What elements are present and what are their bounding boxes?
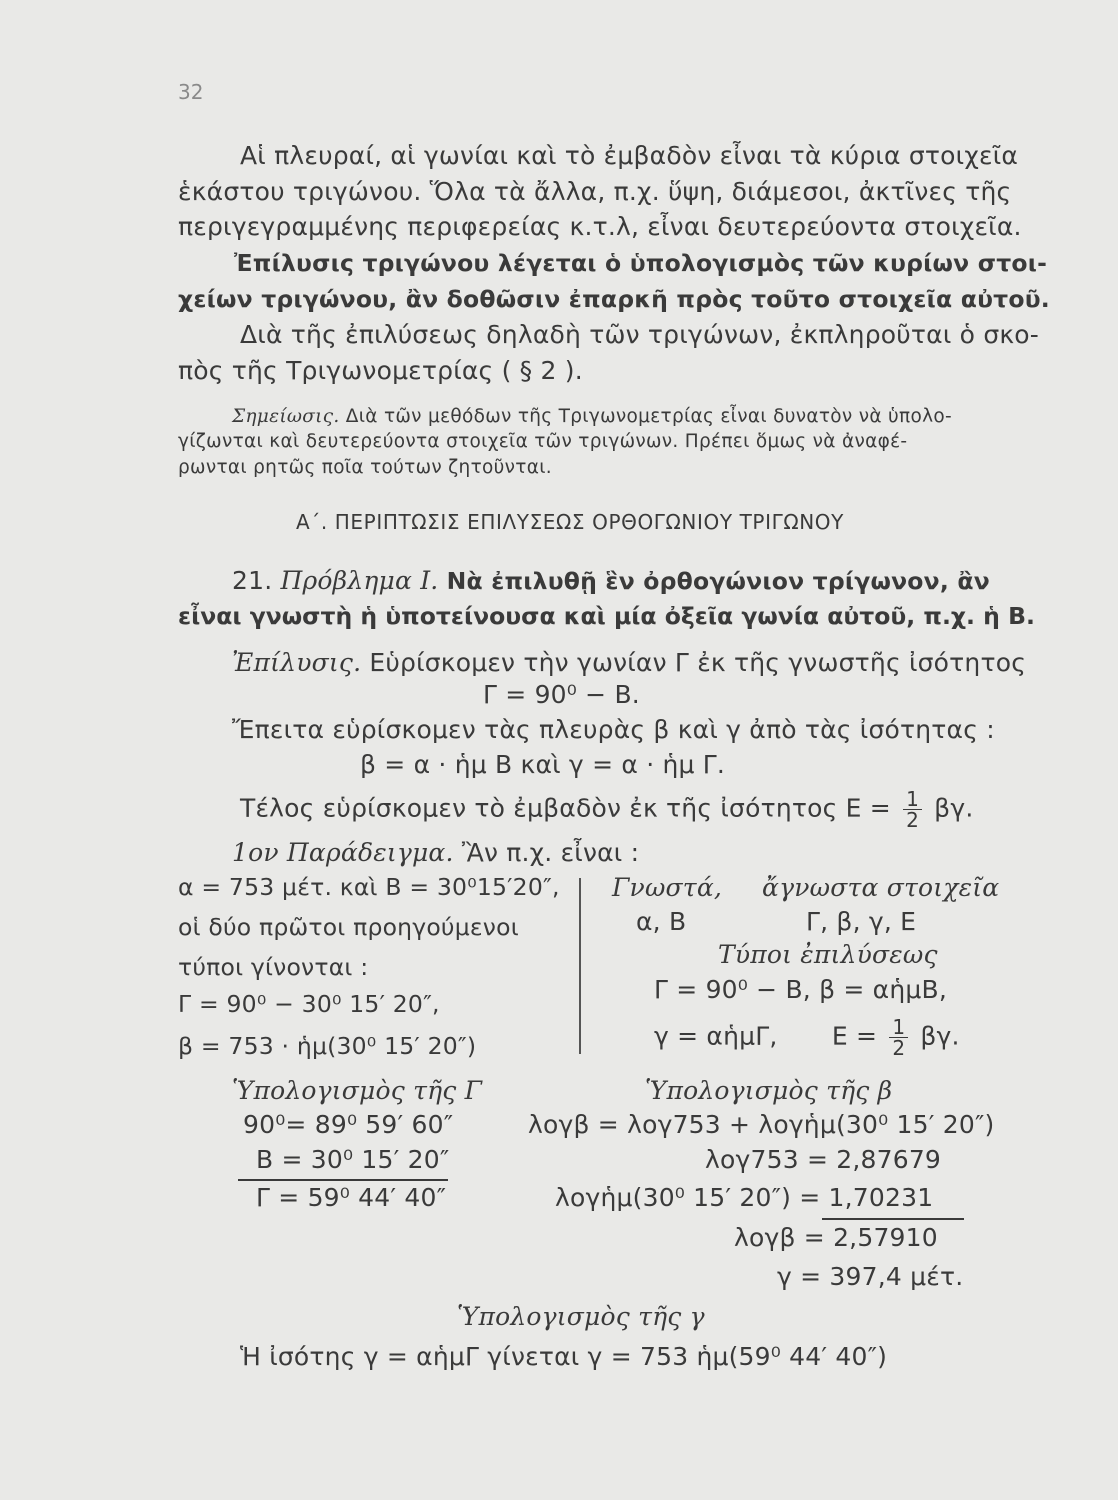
known-values: α, Β	[636, 907, 687, 936]
calc-angle-line-3: Γ = 59⁰ 44′ 40″	[256, 1183, 447, 1212]
formula-fraction-numerator: 1	[889, 1017, 908, 1038]
solution-eq-1: Γ = 90⁰ − Β.	[483, 680, 640, 709]
example-left-line-4: Γ = 90⁰ − 30⁰ 15′ 20″,	[178, 990, 440, 1018]
solution-line-1	[232, 648, 1026, 677]
formula-fraction-denominator: 2	[892, 1036, 906, 1060]
formulas-header: Τύποι ἐπιλύσεως	[718, 940, 938, 969]
calc-beta-line-3: λογἡμ(30⁰ 15′ 20″) = 1,70231	[555, 1183, 934, 1212]
note-line-1	[232, 406, 952, 427]
solution-line-1-text: Εὑρίσκομεν τὴν γωνίαν Γ ἐκ τῆς γνωστῆς ἰσότητος	[369, 648, 1027, 677]
intro-line-3: περιγεγραμμένης περιφερείας κ.τ.λ, εἶναι δευτερεύοντα στοιχεῖα.	[178, 212, 1022, 241]
note-line-2: γίζωνται καὶ δευτερεύοντα στοιχεῖα τῶν τριγώνων. Πρέπει ὅμως νὰ ἀναφέ-	[178, 431, 908, 452]
example-label: 1ον Παράδειγμα.	[232, 838, 454, 867]
intro-line-2: ἑκάστου τριγώνου. Ὅλα τὰ ἄλλα, π.χ. ὕψη, διάμεσοι, ἀκτῖνες τῆς	[178, 177, 1012, 206]
definition-line-2: χείων τριγώνου, ἂν δοθῶσιν ἐπαρκῆ πρὸς τοῦτο στοιχεῖα αὐτοῦ.	[178, 285, 1050, 313]
calc-beta-rule	[822, 1218, 964, 1220]
unknown-values: Γ, β, γ, Ε	[806, 907, 917, 936]
calc-beta-line-2: λογ753 = 2,87679	[705, 1145, 942, 1174]
calc-angle-line-1: 90⁰= 89⁰ 59′ 60″	[243, 1110, 454, 1139]
definition-line-1: Ἐπίλυσις τριγώνου λέγεται ὁ ὑπολογισμὸς τῶν κυρίων στοι-	[234, 249, 1048, 277]
calc-gamma-side-line: Ἡ ἰσότης γ = αἡμΓ γίνεται γ = 753 ἡμ(59⁰ 44′ 40″)	[240, 1342, 888, 1371]
solution-eq-2: β = α · ἡμ Β καὶ γ = α · ἡμ Γ.	[360, 750, 726, 779]
section-heading: Α΄. ΠΕΡΙΠΤΩΣΙΣ ΕΠΙΛΥΣΕΩΣ ΟΡΘΟΓΩΝΙΟΥ ΤΡΙΓΩΝΟΥ	[296, 510, 844, 534]
half-fraction	[903, 789, 922, 830]
example-left-line-5: β = 753 · ἡμ(30⁰ 15′ 20″)	[178, 1032, 477, 1060]
example-left-line-1: α = 753 μέτ. καὶ Β = 30⁰15′20″,	[178, 873, 560, 901]
calc-angle-rule	[238, 1179, 448, 1181]
calc-beta-header: Ὑπολογισμὸς τῆς β	[645, 1076, 893, 1105]
intro-line-1: Αἱ πλευραί, αἱ γωνίαι καὶ τὸ ἐμβαδὸν εἶναι τὰ κύρια στοιχεῖα	[240, 141, 1019, 170]
problem-number: 21.	[232, 566, 273, 595]
problem-line-2: εἶναι γνωστὴ ἡ ὑποτείνουσα καὶ μία ὀξεῖα γωνία αὐτοῦ, π.χ. ἡ Β.	[178, 602, 1035, 630]
calc-gamma-side-header: Ὑπολογισμὸς τῆς γ	[457, 1302, 705, 1331]
solution-line-2: Ἔπειτα εὑρίσκομεν τὰς πλευρὰς β καὶ γ ἀπὸ τὰς ἰσότητας :	[232, 715, 995, 744]
problem-line-1	[232, 566, 990, 595]
fraction-denominator: 2	[906, 808, 920, 832]
note-line-1-text: Διὰ τῶν μεθόδων τῆς Τριγωνομετρίας εἶναι δυνατὸν νὰ ὑπολο-	[345, 406, 952, 427]
formula-half-fraction	[889, 1017, 908, 1058]
note-label: Σημείωσις.	[232, 406, 340, 427]
formula-area: Ε =	[831, 1021, 878, 1051]
problem-label: Πρόβλημα Ι.	[280, 566, 439, 595]
example-left-line-3: τύποι γίνονται :	[178, 953, 369, 981]
known-header: Γνωστά,	[612, 873, 723, 902]
purpose-line-2: πὸς τῆς Τριγωνομετρίας ( § 2 ).	[178, 356, 583, 385]
formula-line-2	[654, 1017, 960, 1058]
solution-label: Ἐπίλυσις.	[232, 648, 362, 677]
example-intro	[232, 838, 639, 867]
formula-area-end: βγ.	[920, 1021, 960, 1051]
example-left-line-2: οἱ δύο πρῶτοι προηγούμενοι	[178, 913, 519, 941]
calc-beta-line-5: γ = 397,4 μέτ.	[777, 1262, 964, 1291]
example-intro-text: Ἂν π.χ. εἶναι :	[461, 838, 640, 867]
solution-line-3-text: Τέλος εὑρίσκομεν τὸ ἐμβαδὸν ἐκ τῆς ἰσότητος Ε =	[240, 793, 891, 823]
unknown-header: ἄγνωστα στοιχεῖα	[762, 873, 1000, 902]
problem-line-1-text: Νὰ ἐπιλυθῇ ἓν ὀρθογώνιον τρίγωνον, ἂν	[446, 567, 990, 595]
page-number: 32	[178, 80, 204, 104]
formula-gamma: γ = αἡμΓ,	[654, 1021, 778, 1051]
calc-beta-line-4: λογβ = 2,57910	[734, 1223, 938, 1252]
calc-angle-header: Ὑπολογισμὸς τῆς Γ	[232, 1076, 483, 1105]
note-line-3: ρωνται ρητῶς ποῖα τούτων ζητοῦνται.	[178, 457, 552, 478]
solution-line-3	[240, 789, 973, 830]
calc-angle-line-2: Β = 30⁰ 15′ 20″	[256, 1145, 450, 1174]
formula-line-1: Γ = 90⁰ − Β, β = αἡμΒ,	[654, 975, 948, 1004]
fraction-numerator: 1	[903, 789, 922, 810]
purpose-line-1: Διὰ τῆς ἐπιλύσεως δηλαδὴ τῶν τριγώνων, ἐκπληροῦται ὁ σκο-	[240, 320, 1040, 349]
column-divider	[579, 878, 581, 1054]
calc-beta-line-1: λογβ = λογ753 + λογἡμ(30⁰ 15′ 20″)	[528, 1110, 995, 1139]
solution-line-3-end: βγ.	[934, 793, 974, 823]
